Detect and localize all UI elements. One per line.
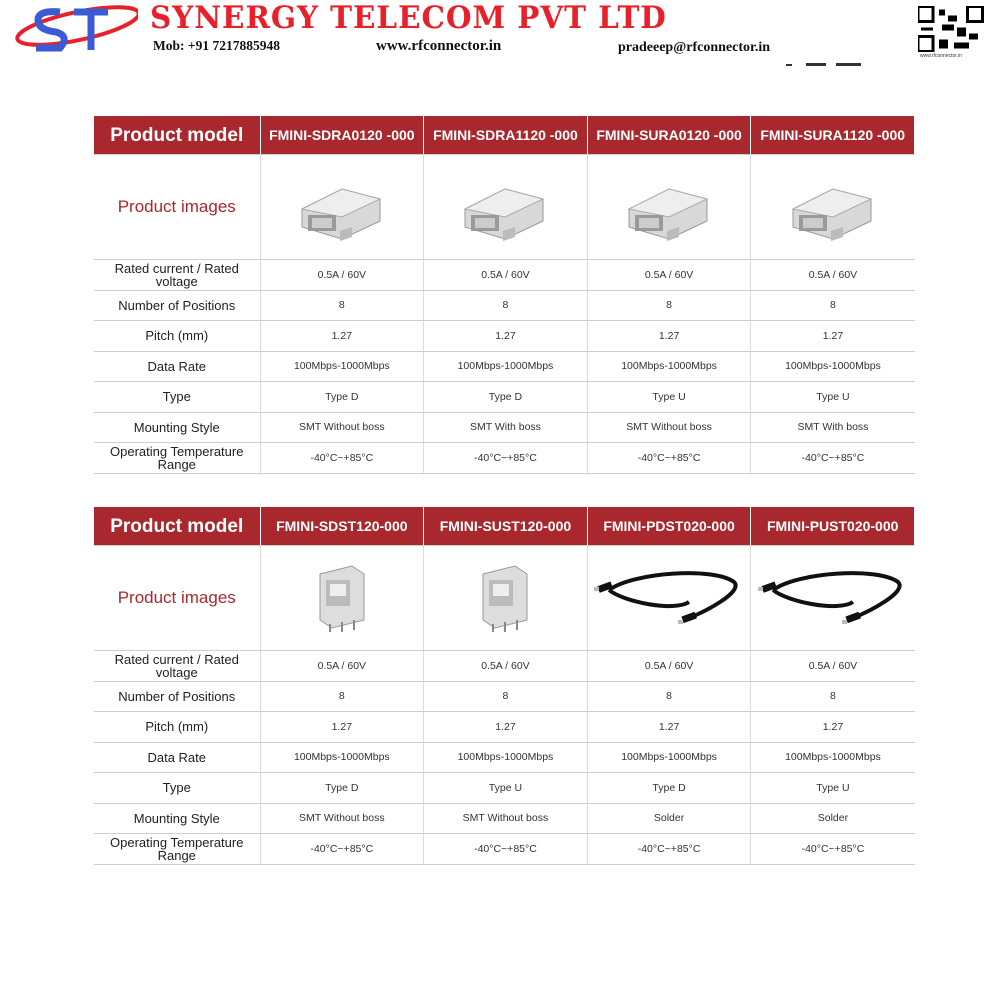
spec-value: 0.5A / 60V [424,651,588,682]
product-model-name: FMINI-SDRA0120 -000 [260,116,424,155]
spec-value: -40°C~+85°C [424,834,588,865]
spec-value: Solder [587,803,751,834]
product-model-name: FMINI-SUST120-000 [424,507,588,546]
product-image [424,155,588,260]
spec-value: 1.27 [424,712,588,743]
spec-value: Type D [260,773,424,804]
spec-value: 8 [751,290,915,321]
spec-value: 100Mbps-1000Mbps [751,351,915,382]
table-row [94,443,915,474]
spec-value: 100Mbps-1000Mbps [260,742,424,773]
product-images-label: Product images [94,155,260,260]
connector-ra-icon [455,232,555,244]
table-row [94,412,915,443]
product-model-name: FMINI-SDRA1120 -000 [424,116,588,155]
product-image [260,155,424,260]
connector-ra-icon [619,232,719,244]
spec-label: Pitch (mm) [94,321,260,352]
spec-value: SMT Without boss [260,412,424,443]
spec-label: Mounting Style [94,412,260,443]
product-model-name: FMINI-SURA0120 -000 [587,116,751,155]
spec-value: Type D [424,382,588,413]
table-row [94,351,915,382]
cable-icon [594,623,744,635]
spec-value: 100Mbps-1000Mbps [260,351,424,382]
spec-value: 8 [424,290,588,321]
connector-st-icon [475,623,535,635]
product-model-name: FMINI-SURA1120 -000 [751,116,915,155]
product-model-name: FMINI-PDST020-000 [587,507,751,546]
spec-value: 1.27 [751,321,915,352]
spec-value: 0.5A / 60V [424,260,588,291]
spec-value: Type D [260,382,424,413]
spec-value: 1.27 [424,321,588,352]
product-model-name: FMINI-SDST120-000 [260,507,424,546]
table-row [94,681,915,712]
spec-value: -40°C~+85°C [751,443,915,474]
spec-value: 100Mbps-1000Mbps [424,351,588,382]
product-image [751,546,915,651]
spec-value: 1.27 [260,321,424,352]
spec-label: Operating Temperature Range [94,443,260,474]
cable-icon [758,623,908,635]
spec-value: 100Mbps-1000Mbps [751,742,915,773]
product-image [587,546,751,651]
spec-value: Type U [751,773,915,804]
spec-value: 8 [587,290,751,321]
spec-label: Rated current / Rated voltage [94,651,260,682]
table-row [94,290,915,321]
spec-value: Type D [587,773,751,804]
spec-value: -40°C~+85°C [424,443,588,474]
spec-label: Rated current / Rated voltage [94,260,260,291]
connector-ra-icon [292,232,392,244]
header-row [94,507,915,546]
table-row [94,321,915,352]
product-image [751,155,915,260]
table-row [94,651,915,682]
spec-value: Type U [424,773,588,804]
spec-value: 8 [424,681,588,712]
decorative-fragment [786,62,876,68]
product-image [260,546,424,651]
product-model-label: Product model [94,116,260,155]
header-row [94,116,915,155]
spec-value: SMT With boss [751,412,915,443]
spec-value: 100Mbps-1000Mbps [587,351,751,382]
spec-value: -40°C~+85°C [751,834,915,865]
company-logo [8,4,138,54]
spec-table-1 [94,116,915,474]
table-row [94,742,915,773]
spec-value: 8 [260,290,424,321]
spec-label: Data Rate [94,742,260,773]
table-row [94,382,915,413]
spec-value: 0.5A / 60V [751,260,915,291]
image-row [94,546,915,651]
spec-value: 8 [751,681,915,712]
spec-value: 0.5A / 60V [587,651,751,682]
spec-label: Operating Temperature Range [94,834,260,865]
product-model-name: FMINI-PUST020-000 [751,507,915,546]
qr-caption: www.rfconnector.in [920,53,962,59]
company-name: SYNERGY TELECOM PVT LTD [150,0,667,36]
spec-value: -40°C~+85°C [587,443,751,474]
product-images-label: Product images [94,546,260,651]
spec-value: 0.5A / 60V [260,260,424,291]
spec-value: 0.5A / 60V [260,651,424,682]
spec-value: 0.5A / 60V [587,260,751,291]
website-link[interactable]: www.rfconnector.in [376,38,502,54]
spec-value: SMT With boss [424,412,588,443]
spec-label: Pitch (mm) [94,712,260,743]
mobile-number: Mob: +91 7217885948 [153,38,280,53]
spec-value: SMT Without boss [424,803,588,834]
spec-label: Number of Positions [94,681,260,712]
spec-value: 1.27 [587,321,751,352]
spec-value: 100Mbps-1000Mbps [424,742,588,773]
spec-value: 1.27 [260,712,424,743]
spec-value: Solder [751,803,915,834]
spec-label: Type [94,773,260,804]
spec-value: 0.5A / 60V [751,651,915,682]
table-row [94,834,915,865]
table-row [94,260,915,291]
spec-value: SMT Without boss [587,412,751,443]
spec-value: Type U [751,382,915,413]
email-link[interactable]: pradeeep@rfconnector.in [618,40,771,55]
product-image [587,155,751,260]
table-row [94,712,915,743]
image-row [94,155,915,260]
product-model-label: Product model [94,507,260,546]
spec-value: -40°C~+85°C [260,443,424,474]
spec-value: 8 [260,681,424,712]
spec-table-2 [94,507,915,865]
spec-label: Type [94,382,260,413]
spec-value: -40°C~+85°C [260,834,424,865]
connector-ra-icon [783,232,883,244]
table-row [94,803,915,834]
spec-label: Number of Positions [94,290,260,321]
spec-value: SMT Without boss [260,803,424,834]
spec-value: Type U [587,382,751,413]
product-image [424,546,588,651]
spec-value: 8 [587,681,751,712]
spec-label: Data Rate [94,351,260,382]
spec-label: Mounting Style [94,803,260,834]
connector-st-icon [312,623,372,635]
spec-value: 1.27 [587,712,751,743]
spec-value: 1.27 [751,712,915,743]
spec-value: 100Mbps-1000Mbps [587,742,751,773]
table-row [94,773,915,804]
spec-value: -40°C~+85°C [587,834,751,865]
qr-code-icon [918,6,984,52]
